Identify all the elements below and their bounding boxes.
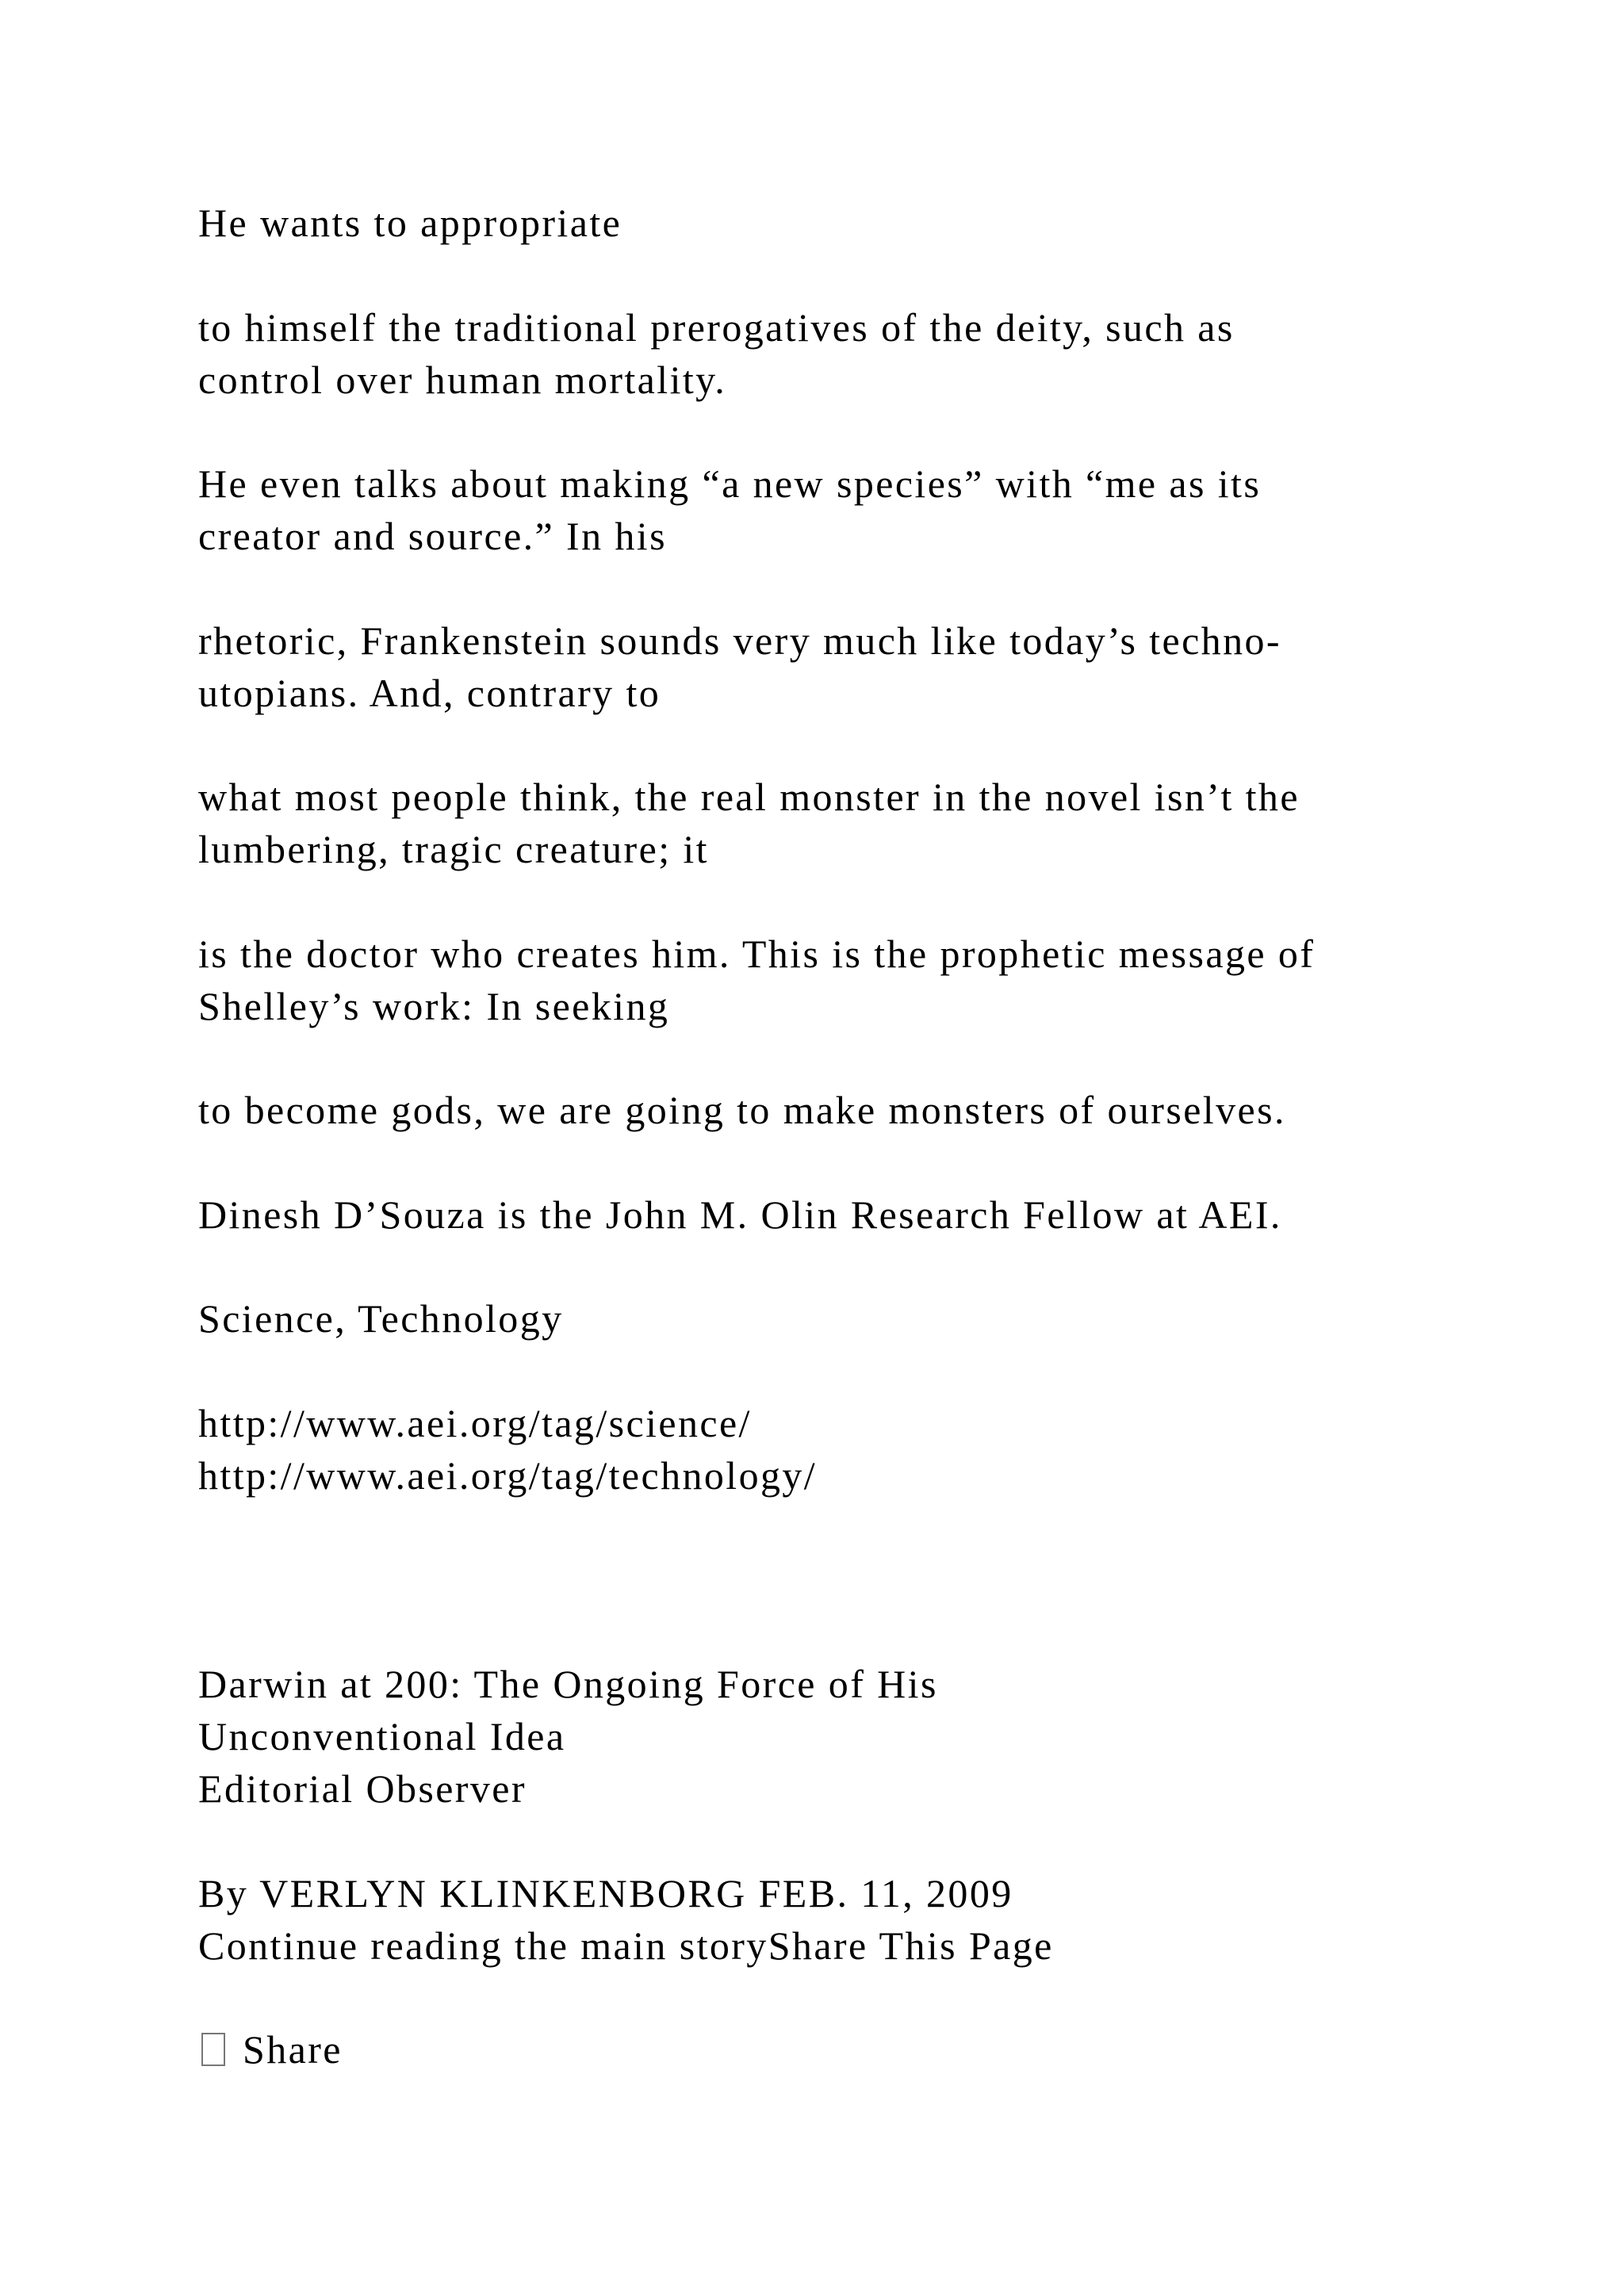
tag-link-technology[interactable]: http://www.aei.org/tag/technology/ — [198, 1453, 818, 1498]
body-text-line: He even talks about making “a new species” with “me as its — [198, 461, 1262, 506]
tag-link-science[interactable]: http://www.aei.org/tag/science/ — [198, 1401, 752, 1445]
body-text-line: is the doctor who creates him. This is the prophetic message of — [198, 932, 1316, 976]
continue-reading-text: Continue reading the main storyShare This Page — [198, 1923, 1054, 1968]
body-text-line: to himself the traditional prerogatives of the deity, such as — [198, 305, 1235, 350]
body-text-line: lumbering, tragic creature; it — [198, 827, 709, 871]
body-text-line: Shelley’s work: In seeking — [198, 984, 670, 1028]
body-text-line: utopians. And, contrary to — [198, 671, 661, 715]
share-button[interactable] — [198, 2023, 343, 2076]
author-bio: Dinesh D’Souza is the John M. Olin Research Fellow at AEI. — [198, 1192, 1282, 1237]
share-label: Share — [243, 2027, 343, 2072]
share-icon — [201, 2033, 225, 2066]
body-text-line: control over human mortality. — [198, 358, 727, 402]
byline: By VERLYN KLINKENBORG FEB. 11, 2009 — [198, 1871, 1013, 1915]
article-section: Editorial Observer — [198, 1766, 527, 1811]
article-title-line: Unconventional Idea — [198, 1714, 566, 1758]
body-text-line: to become gods, we are going to make monsters of ourselves. — [198, 1088, 1286, 1132]
body-text-line: creator and source.” In his — [198, 514, 667, 558]
body-text-line: He wants to appropriate — [198, 201, 622, 245]
article-title-line: Darwin at 200: The Ongoing Force of His — [198, 1662, 938, 1706]
body-text-line: what most people think, the real monster in the novel isn’t the — [198, 775, 1300, 819]
tag-list: Science, Technology — [198, 1296, 564, 1341]
body-text-line: rhetoric, Frankenstein sounds very much like today’s techno- — [198, 618, 1281, 663]
